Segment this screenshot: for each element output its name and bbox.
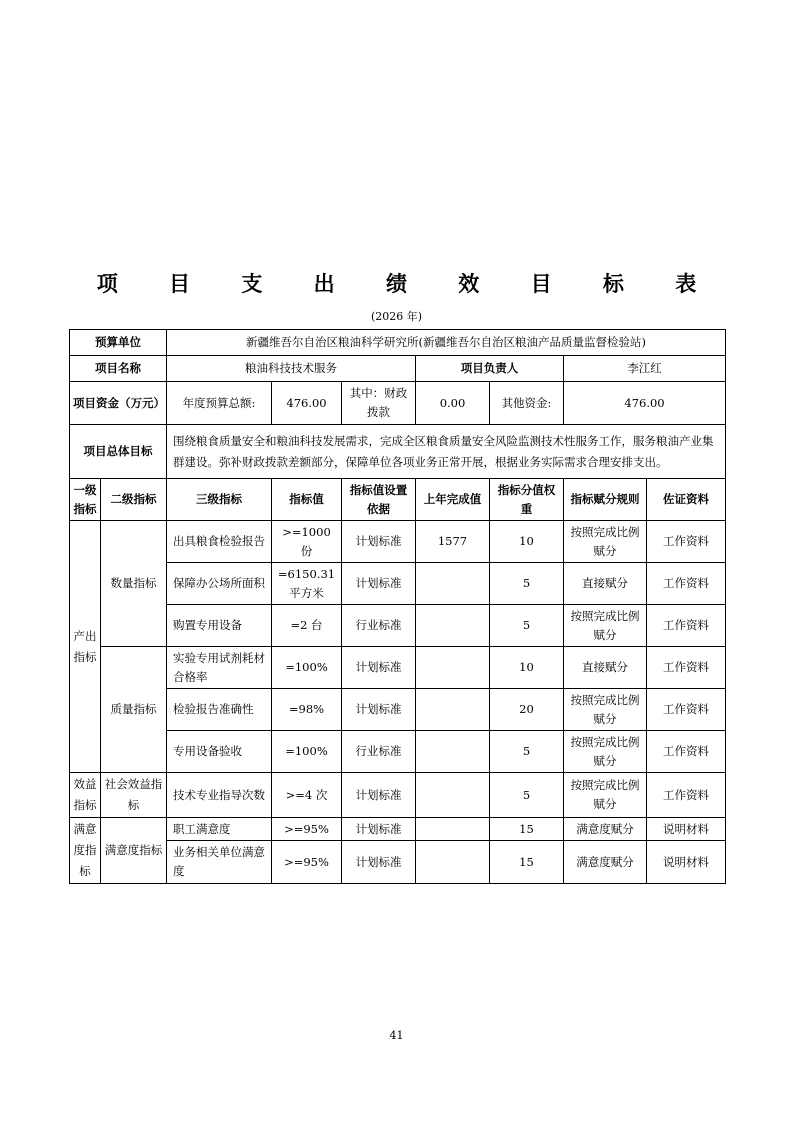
- group-quantity: 数量指标: [101, 521, 167, 647]
- cell-name: 实验专用试剂耗材合格率: [167, 647, 272, 689]
- cell-weight: 10: [490, 521, 564, 563]
- cell-rule: 直接赋分: [564, 647, 647, 689]
- budget-unit-row: [70, 330, 726, 356]
- cell-basis: 计划标准: [342, 841, 416, 884]
- budget-unit-label: 预算单位: [70, 330, 167, 356]
- cell-evidence: 说明材料: [647, 818, 726, 841]
- budget-unit-value: 新疆维吾尔自治区粮油科学研究所(新疆维吾尔自治区粮油产品质量监督检验站): [167, 330, 726, 356]
- cell-value: =2 台: [272, 605, 342, 647]
- cell-basis: 计划标准: [342, 563, 416, 605]
- cell-rule: 满意度赋分: [564, 818, 647, 841]
- project-name-label: 项目名称: [70, 356, 167, 382]
- col-header-evidence: 佐证资料: [647, 479, 726, 521]
- cell-rule: 按照完成比例赋分: [564, 605, 647, 647]
- cell-name: 职工满意度: [167, 818, 272, 841]
- cell-basis: 行业标准: [342, 605, 416, 647]
- cell-value: =100%: [272, 731, 342, 773]
- project-leader-value: 李江红: [564, 356, 726, 382]
- cell-evidence: 工作资料: [647, 689, 726, 731]
- cell-name: 购置专用设备: [167, 605, 272, 647]
- cell-name: 保障办公场所面积: [167, 563, 272, 605]
- cell-name: 业务相关单位满意度: [167, 841, 272, 884]
- table-row: [70, 689, 726, 731]
- cell-name: 出具粮食检验报告: [167, 521, 272, 563]
- col-header-last-year: 上年完成值: [416, 479, 490, 521]
- cell-weight: 15: [490, 818, 564, 841]
- cell-value: >=95%: [272, 841, 342, 884]
- group-satisfaction-sub: 满意度指标: [101, 818, 167, 884]
- fiscal-appropriation-value: 0.00: [416, 382, 490, 425]
- table-row: [70, 841, 726, 884]
- cell-evidence: 工作资料: [647, 605, 726, 647]
- page-title: 项 目 支 出 绩 效 目 标 表: [96, 272, 719, 296]
- table-row: [70, 773, 726, 818]
- cell-evidence: 工作资料: [647, 731, 726, 773]
- cell-value: =6150.31 平方米: [272, 563, 342, 605]
- cell-value: >=4 次: [272, 773, 342, 818]
- cell-basis: 行业标准: [342, 731, 416, 773]
- col-header-weight: 指标分值权重: [490, 479, 564, 521]
- col-header-basis: 指标值设置依据: [342, 479, 416, 521]
- cell-evidence: 工作资料: [647, 773, 726, 818]
- cell-weight: 5: [490, 731, 564, 773]
- table-row: [70, 818, 726, 841]
- group-social-benefit: 社会效益指标: [101, 773, 167, 818]
- cell-last: [416, 773, 490, 818]
- overall-goal-label: 项目总体目标: [70, 425, 167, 479]
- cell-rule: 满意度赋分: [564, 841, 647, 884]
- table-row: [70, 731, 726, 773]
- table-row: [70, 563, 726, 605]
- cell-basis: 计划标准: [342, 818, 416, 841]
- cell-last: [416, 689, 490, 731]
- cell-weight: 5: [490, 563, 564, 605]
- cell-last: 1577: [416, 521, 490, 563]
- overall-goal-value: 围绕粮食质量安全和粮油科技发展需求，完成全区粮食质量安全风险监测技术性服务工作，服务粮油产业集群建设。弥补财政拨款差额部分，保障单位各项业务正常开展，根据业务实际需求合理安排支出。: [167, 425, 726, 479]
- cell-rule: 直接赋分: [564, 563, 647, 605]
- overall-goal-row: [70, 425, 726, 479]
- col-header-rule: 指标赋分规则: [564, 479, 647, 521]
- group-satisfaction: 满意度指标: [70, 818, 101, 884]
- col-header-value: 指标值: [272, 479, 342, 521]
- cell-weight: 10: [490, 647, 564, 689]
- cell-rule: 按照完成比例赋分: [564, 689, 647, 731]
- performance-target-table: [69, 329, 726, 884]
- group-benefit: 效益指标: [70, 773, 101, 818]
- table-row: [70, 605, 726, 647]
- project-name-row: [70, 356, 726, 382]
- cell-last: [416, 818, 490, 841]
- cell-evidence: 说明材料: [647, 841, 726, 884]
- cell-weight: 20: [490, 689, 564, 731]
- column-header-row: [70, 479, 726, 521]
- group-quality: 质量指标: [101, 647, 167, 773]
- col-header-level3: 三级指标: [167, 479, 272, 521]
- cell-weight: 5: [490, 605, 564, 647]
- cell-rule: 按照完成比例赋分: [564, 521, 647, 563]
- cell-weight: 15: [490, 841, 564, 884]
- cell-last: [416, 605, 490, 647]
- project-leader-label: 项目负责人: [416, 356, 564, 382]
- col-header-level2: 二级指标: [101, 479, 167, 521]
- cell-evidence: 工作资料: [647, 563, 726, 605]
- cell-last: [416, 731, 490, 773]
- cell-name: 检验报告准确性: [167, 689, 272, 731]
- table-row: [70, 647, 726, 689]
- fiscal-appropriation-label: 其中：财政拨款: [342, 382, 416, 425]
- page-number: 41: [389, 1029, 404, 1042]
- cell-basis: 计划标准: [342, 647, 416, 689]
- group-output: 产出指标: [70, 521, 101, 773]
- cell-weight: 5: [490, 773, 564, 818]
- project-fund-row: [70, 382, 726, 425]
- cell-evidence: 工作资料: [647, 647, 726, 689]
- cell-value: =100%: [272, 647, 342, 689]
- cell-basis: 计划标准: [342, 689, 416, 731]
- other-funds-value: 476.00: [564, 382, 726, 425]
- cell-last: [416, 647, 490, 689]
- col-header-level1: 一级指标: [70, 479, 101, 521]
- cell-basis: 计划标准: [342, 521, 416, 563]
- cell-value: >=95%: [272, 818, 342, 841]
- cell-rule: 按照完成比例赋分: [564, 731, 647, 773]
- cell-name: 专用设备验收: [167, 731, 272, 773]
- annual-budget-value: 476.00: [272, 382, 342, 425]
- cell-basis: 计划标准: [342, 773, 416, 818]
- year-label: (2026 年): [370, 310, 423, 323]
- cell-last: [416, 841, 490, 884]
- other-funds-label: 其他资金:: [490, 382, 564, 425]
- cell-rule: 按照完成比例赋分: [564, 773, 647, 818]
- project-fund-label: 项目资金（万元）: [70, 382, 167, 425]
- cell-evidence: 工作资料: [647, 521, 726, 563]
- cell-value: >=1000 份: [272, 521, 342, 563]
- annual-budget-label: 年度预算总额:: [167, 382, 272, 425]
- cell-last: [416, 563, 490, 605]
- cell-name: 技术专业指导次数: [167, 773, 272, 818]
- cell-value: =98%: [272, 689, 342, 731]
- table-row: [70, 521, 726, 563]
- project-name-value: 粮油科技技术服务: [167, 356, 416, 382]
